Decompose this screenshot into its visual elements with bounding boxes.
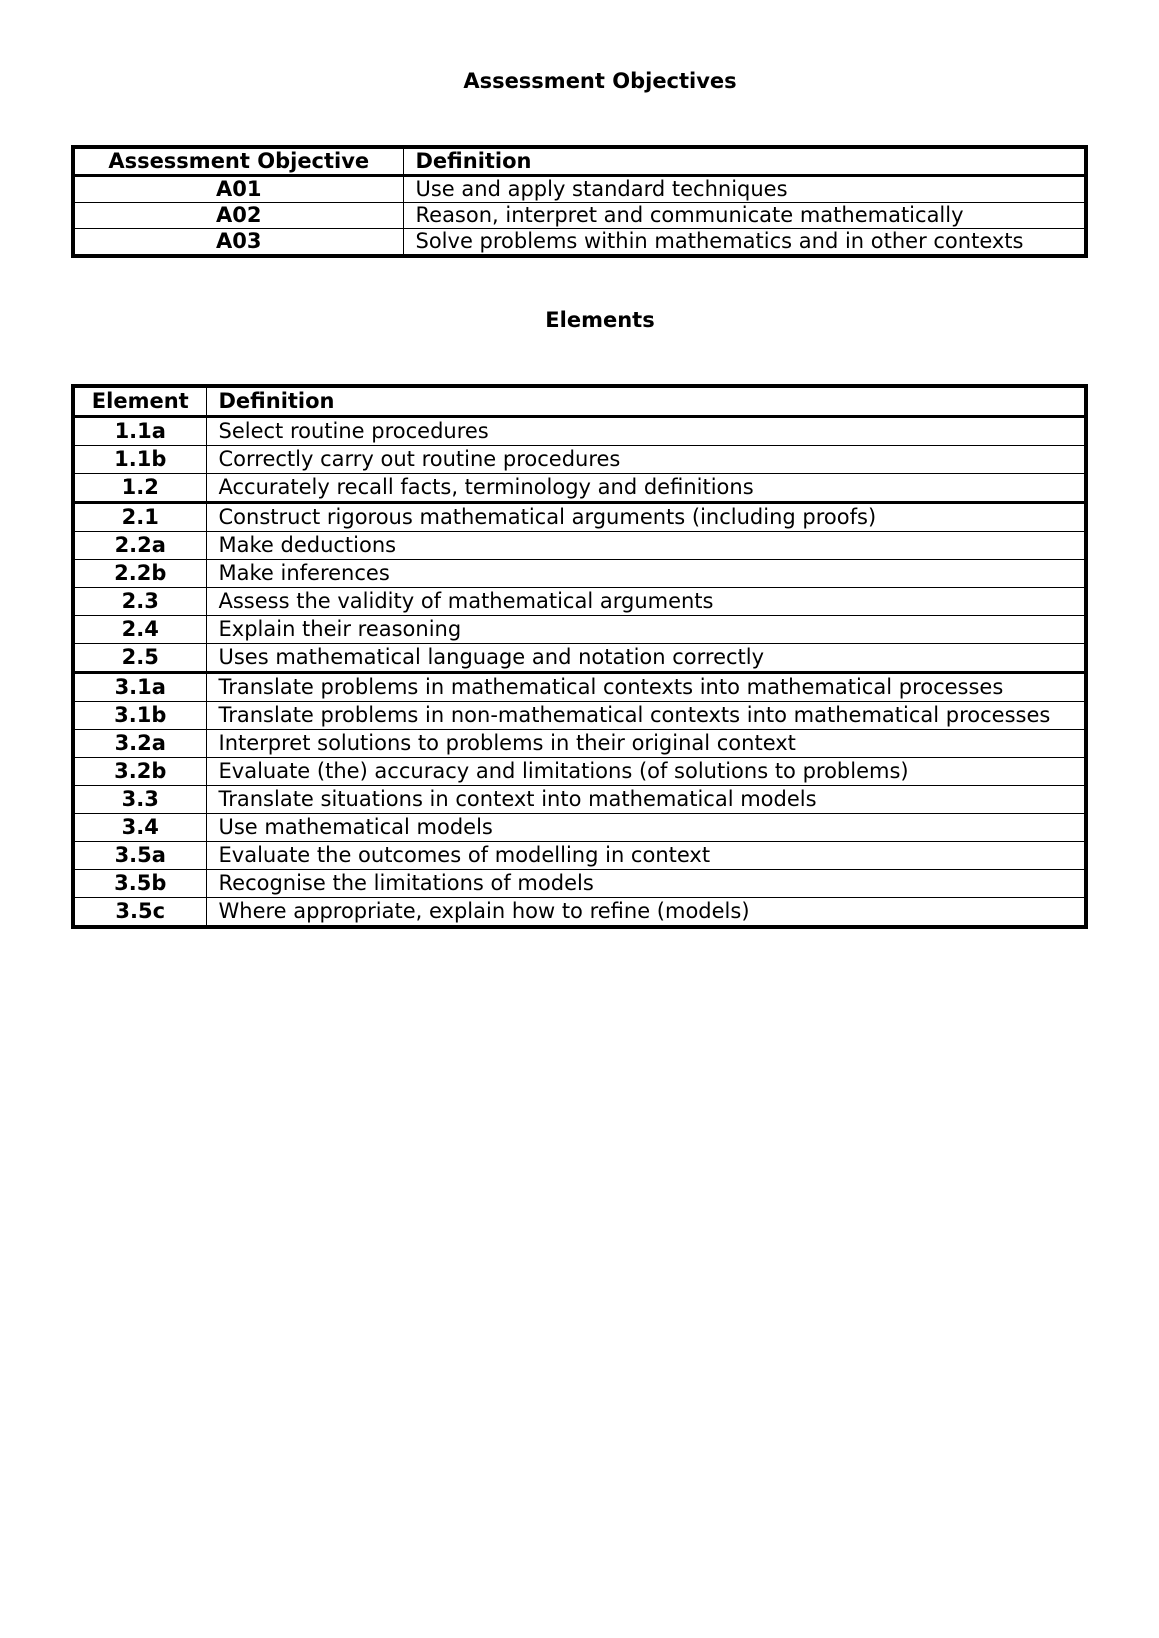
element-code: 3.5a bbox=[73, 842, 206, 870]
element-code: 1.1a bbox=[73, 417, 206, 446]
table-row bbox=[73, 474, 1086, 503]
objective-definition: Reason, interpret and communicate mathematically bbox=[403, 203, 1086, 229]
table-row bbox=[73, 532, 1086, 560]
objective-definition: Use and apply standard techniques bbox=[403, 176, 1086, 203]
element-definition: Uses mathematical language and notation correctly bbox=[206, 644, 1086, 673]
element-code: 3.2a bbox=[73, 730, 206, 758]
table-row bbox=[73, 730, 1086, 758]
table-row bbox=[73, 417, 1086, 446]
element-code: 3.1a bbox=[73, 673, 206, 702]
element-code: 3.5b bbox=[73, 870, 206, 898]
element-definition: Assess the validity of mathematical arguments bbox=[206, 588, 1086, 616]
objective-code: A01 bbox=[73, 176, 403, 203]
table-row bbox=[73, 673, 1086, 702]
element-definition: Accurately recall facts, terminology and definitions bbox=[206, 474, 1086, 503]
element-definition: Select routine procedures bbox=[206, 417, 1086, 446]
table-row bbox=[73, 503, 1086, 532]
element-code: 2.1 bbox=[73, 503, 206, 532]
element-definition: Interpret solutions to problems in their original context bbox=[206, 730, 1086, 758]
table-row bbox=[73, 870, 1086, 898]
element-definition: Translate problems in mathematical contexts into mathematical processes bbox=[206, 673, 1086, 702]
table-row bbox=[73, 814, 1086, 842]
element-code: 3.5c bbox=[73, 898, 206, 928]
element-code: 3.2b bbox=[73, 758, 206, 786]
element-code: 1.2 bbox=[73, 474, 206, 503]
table-row bbox=[73, 644, 1086, 673]
objective-code: A03 bbox=[73, 229, 403, 257]
elements-title: Elements bbox=[545, 308, 655, 332]
element-code: 2.2a bbox=[73, 532, 206, 560]
table-row bbox=[73, 898, 1086, 928]
objective-definition: Solve problems within mathematics and in other contexts bbox=[403, 229, 1086, 257]
element-definition: Translate situations in context into mathematical models bbox=[206, 786, 1086, 814]
element-definition: Evaluate (the) accuracy and limitations (of solutions to problems) bbox=[206, 758, 1086, 786]
element-code: 1.1b bbox=[73, 446, 206, 474]
column-header-objective: Assessment Objective bbox=[73, 147, 403, 176]
element-definition: Translate problems in non-mathematical contexts into mathematical processes bbox=[206, 702, 1086, 730]
element-definition: Make deductions bbox=[206, 532, 1086, 560]
element-definition: Explain their reasoning bbox=[206, 616, 1086, 644]
element-code: 3.3 bbox=[73, 786, 206, 814]
element-definition: Use mathematical models bbox=[206, 814, 1086, 842]
table-row bbox=[73, 616, 1086, 644]
column-header-definition: Definition bbox=[403, 147, 1086, 176]
table-row bbox=[73, 446, 1086, 474]
objective-code: A02 bbox=[73, 203, 403, 229]
assessment-objectives-title: Assessment Objectives bbox=[463, 69, 737, 93]
element-code: 2.2b bbox=[73, 560, 206, 588]
table-row bbox=[73, 203, 1086, 229]
element-code: 3.1b bbox=[73, 702, 206, 730]
element-code: 3.4 bbox=[73, 814, 206, 842]
table-header-row bbox=[73, 147, 1086, 176]
table-header-row bbox=[73, 386, 1086, 417]
table-row bbox=[73, 842, 1086, 870]
assessment-objectives-table bbox=[71, 145, 1088, 258]
table-row bbox=[73, 229, 1086, 257]
element-definition: Make inferences bbox=[206, 560, 1086, 588]
column-header-definition: Definition bbox=[206, 386, 1086, 417]
column-header-element: Element bbox=[73, 386, 206, 417]
table-row bbox=[73, 176, 1086, 203]
table-row bbox=[73, 560, 1086, 588]
elements-table bbox=[71, 384, 1088, 929]
table-row bbox=[73, 588, 1086, 616]
element-definition: Construct rigorous mathematical arguments (including proofs) bbox=[206, 503, 1086, 532]
element-code: 2.4 bbox=[73, 616, 206, 644]
element-code: 2.5 bbox=[73, 644, 206, 673]
element-definition: Recognise the limitations of models bbox=[206, 870, 1086, 898]
element-definition: Evaluate the outcomes of modelling in context bbox=[206, 842, 1086, 870]
table-row bbox=[73, 786, 1086, 814]
table-row bbox=[73, 702, 1086, 730]
element-definition: Correctly carry out routine procedures bbox=[206, 446, 1086, 474]
element-code: 2.3 bbox=[73, 588, 206, 616]
element-definition: Where appropriate, explain how to refine (models) bbox=[206, 898, 1086, 928]
table-row bbox=[73, 758, 1086, 786]
